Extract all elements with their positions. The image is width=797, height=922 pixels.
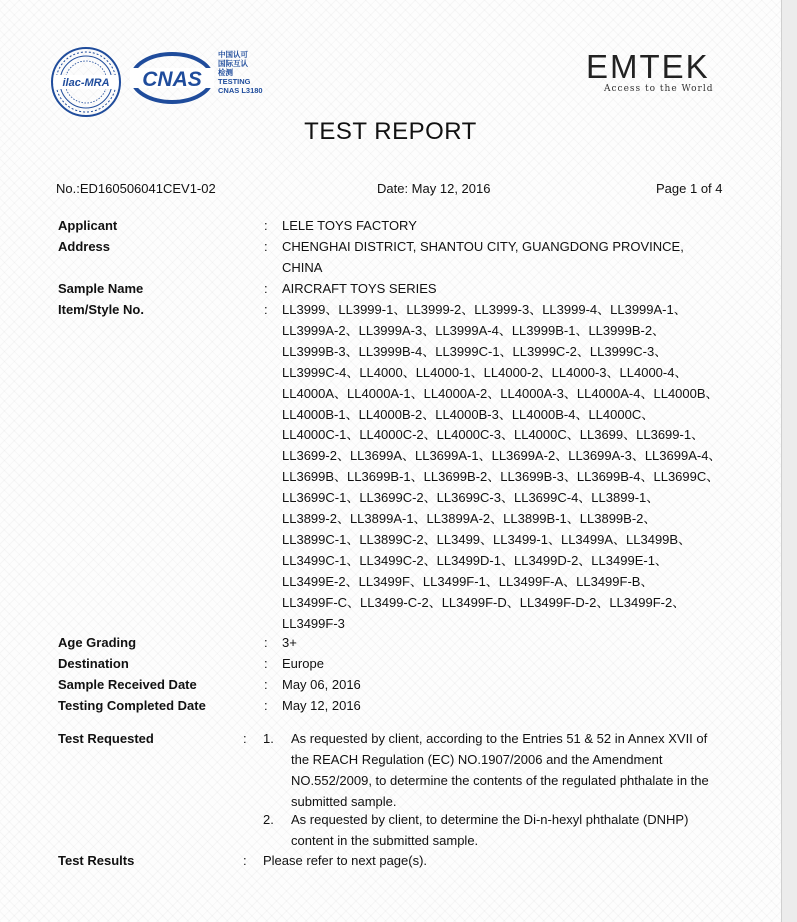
cnas-logo xyxy=(130,52,214,104)
colon: : xyxy=(264,239,268,254)
item-style-line: LL4000B-1、LL4000B-2、LL4000B-3、LL4000B-4、LL4000C、 xyxy=(282,406,655,422)
request-item-number: 1. xyxy=(263,731,274,746)
age-grading-label: Age Grading xyxy=(58,635,137,650)
item-style-line: LL3499F-C、LL3499-C-2、LL3499F-D、LL3499F-D-2、LL3499F-2、 xyxy=(282,594,686,610)
emtek-logo xyxy=(586,50,736,94)
item-style-line: LL3999A-2、LL3999A-3、LL3999A-4、LL3999B-1、LL3999B-2、 xyxy=(282,322,666,338)
test-results-label: Test Results xyxy=(58,853,135,868)
colon: : xyxy=(264,302,268,317)
colon: : xyxy=(243,731,247,746)
colon: : xyxy=(264,218,268,233)
colon: : xyxy=(264,656,268,671)
item-style-line: LL3999B-3、LL3999B-4、LL3999C-1、LL3999C-2、LL3999C-3、 xyxy=(282,343,668,359)
item-style-line: LL3499C-1、LL3499C-2、LL3499D-1、LL3499D-2、LL3499E-1、 xyxy=(282,552,668,568)
cnas-line: CNAS L3180 xyxy=(218,86,263,95)
ilac-mra-logo xyxy=(50,46,122,118)
request-item-text xyxy=(291,729,731,813)
item-style-label: Item/Style No. xyxy=(58,302,144,317)
page-edge xyxy=(782,0,797,922)
colon: : xyxy=(264,281,268,296)
page-title: TEST REPORT xyxy=(304,118,477,145)
item-style-line: LL3499E-2、LL3499F、LL3499F-1、LL3499F-A、LL3499F-B、 xyxy=(282,573,654,589)
request-line: NO.552/2009, to determine the contents of the regulated phthalate in the xyxy=(291,772,709,788)
cnas-accreditation-text xyxy=(218,50,263,95)
age-grading-value: 3+ xyxy=(282,635,297,650)
destination-value: Europe xyxy=(282,656,324,671)
destination-label: Destination xyxy=(58,656,129,671)
address-line: CHENGHAI DISTRICT, SHANTOU CITY, GUANGDONG PROVINCE, xyxy=(282,239,684,254)
item-style-line: LL3699C-1、LL3699C-2、LL3699C-3、LL3699C-4、LL3899-1、 xyxy=(282,490,660,506)
item-style-line: LL4000A、LL4000A-1、LL4000A-2、LL4000A-3、LL4000A-4、LL4000B、 xyxy=(282,385,719,401)
applicant-label: Applicant xyxy=(58,218,118,233)
report-date: Date: May 12, 2016 xyxy=(377,181,491,196)
test-results-value: Please refer to next page(s). xyxy=(263,853,428,868)
request-line: the REACH Regulation (EC) NO.1907/2006 and the Amendment xyxy=(291,751,663,767)
testing-completed-value: May 12, 2016 xyxy=(282,698,361,713)
applicant-value: LELE TOYS FACTORY xyxy=(282,218,417,233)
testing-completed-label: Testing Completed Date xyxy=(58,698,206,713)
sample-name-label: Sample Name xyxy=(58,281,144,296)
item-style-line: LL3999、LL3999-1、LL3999-2、LL3999-3、LL3999-4、LL3999A-1、 xyxy=(282,302,687,317)
colon: : xyxy=(264,635,268,650)
request-line: content in the submitted sample. xyxy=(291,832,479,848)
cnas-line: 国际互认 xyxy=(218,59,248,68)
address-label: Address xyxy=(58,239,111,254)
cnas-logo-text: CNAS xyxy=(142,68,202,91)
item-style-line: LL3699-2、LL3699A、LL3699A-1、LL3699A-2、LL3699A-3、LL3699A-4、 xyxy=(282,448,722,464)
item-style-line: LL4000C-1、LL4000C-2、LL4000C-3、LL4000C、LL3699、LL3699-1、 xyxy=(282,427,705,443)
page-indicator: Page 1 of 4 xyxy=(656,181,723,196)
report-number: No.:ED160506041CEV1-02 xyxy=(56,181,216,196)
colon: : xyxy=(264,698,268,713)
request-line: As requested by client, to determine the Di-n-hexyl phthalate (DNHP) xyxy=(291,812,689,827)
item-style-line: LL3499F-3 xyxy=(282,615,345,631)
item-style-line: LL3899-2、LL3899A-1、LL3899A-2、LL3899B-1、LL3899B-2、 xyxy=(282,511,657,527)
colon: : xyxy=(243,853,247,868)
item-style-line: LL3699B、LL3699B-1、LL3699B-2、LL3699B-3、LL3699B-4、LL3699C、 xyxy=(282,469,720,485)
item-style-line: LL3999C-4、LL4000、LL4000-1、LL4000-2、LL4000-3、LL4000-4、 xyxy=(282,364,688,380)
request-item-text xyxy=(291,810,731,852)
brand-tagline: Access to the World xyxy=(604,84,714,94)
item-style-list xyxy=(282,300,752,635)
sample-received-label: Sample Received Date xyxy=(58,677,197,692)
colon: : xyxy=(264,677,268,692)
address-line: CHINA xyxy=(282,259,323,275)
test-requested-label: Test Requested xyxy=(58,731,154,746)
request-line: As requested by client, according to the Entries 51 & 52 in Annex XVII of xyxy=(291,731,708,746)
request-item-number: 2. xyxy=(263,812,274,827)
ilac-logo-text: ilac-MRA xyxy=(62,77,110,89)
sample-name-value: AIRCRAFT TOYS SERIES xyxy=(282,281,437,296)
request-line: submitted sample. xyxy=(291,793,397,809)
sample-received-value: May 06, 2016 xyxy=(282,677,361,692)
cnas-line: 中国认可 xyxy=(218,50,248,59)
cnas-line: TESTING xyxy=(218,77,251,86)
address-value xyxy=(282,237,752,279)
item-style-line: LL3899C-1、LL3899C-2、LL3499、LL3499-1、LL3499A、LL3499B、 xyxy=(282,531,692,547)
cnas-line: 检测 xyxy=(218,68,233,77)
brand-name: EMTEK xyxy=(586,48,710,85)
